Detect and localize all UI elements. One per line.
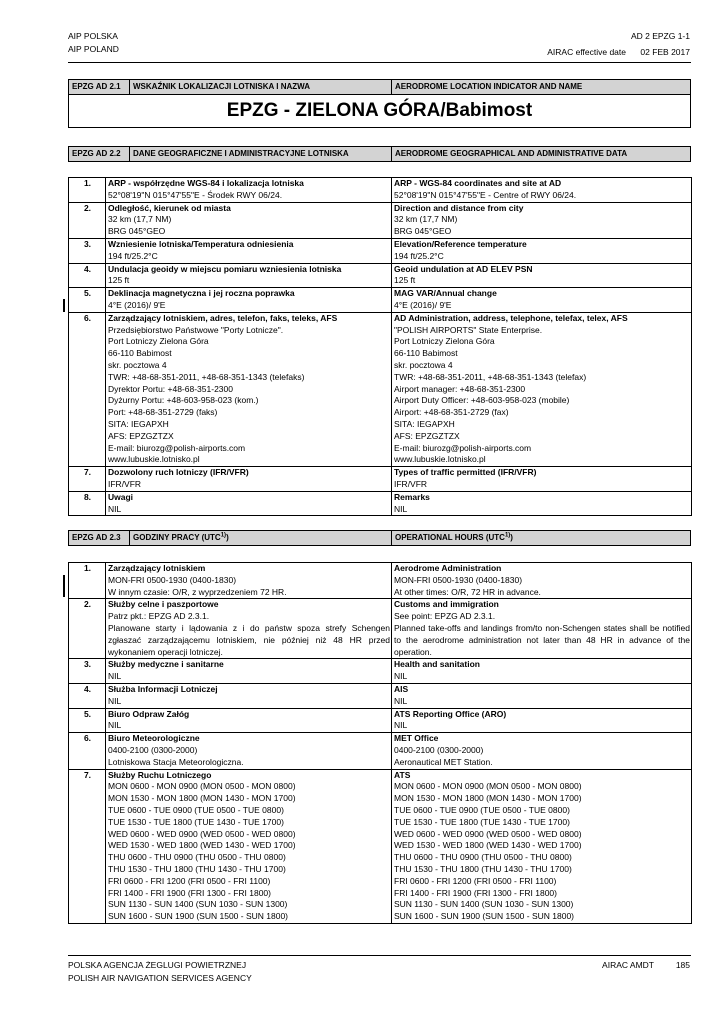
footer-agency-en: POLISH AIR NAVIGATION SERVICES AGENCY [68, 973, 252, 983]
row-number: 7. [69, 769, 106, 923]
row-number: 1. [69, 563, 106, 599]
row-cell-pl [106, 659, 392, 684]
row-line-pl: WED 0600 - WED 0900 (WED 0500 - WED 0800) [108, 828, 296, 839]
row-cell-en [392, 238, 692, 263]
section-ad21-title-en: AERODROME LOCATION INDICATOR AND NAME [395, 82, 583, 91]
row-line-pl: 0400-2100 (0300-2000) [108, 744, 198, 755]
row-line-pl: BRG 045°GEO [108, 226, 166, 237]
row-number: 2. [69, 599, 106, 659]
row-title-pl: Zarządzający lotniskiem, adres, telefon, faks, teleks, AFS [108, 312, 338, 323]
row-cell-pl [106, 238, 392, 263]
ad23-title-pl-text: GODZINY PRACY (UTC [133, 533, 221, 542]
table-row [69, 467, 692, 492]
aerodrome-name-title: EPZG - ZIELONA GÓRA/Babimost [68, 95, 691, 128]
row-title-pl: Wzniesienie lotniska/Temperatura odniesienia [108, 238, 294, 249]
row-line-pl: NIL [108, 720, 122, 731]
row-cell-pl [106, 263, 392, 288]
row-number: 3. [69, 238, 106, 263]
row-line-en: FRI 0600 - FRI 1200 (FRI 0500 - FRI 1100) [394, 875, 557, 886]
row-title-pl: Służba Informacji Lotniczej [108, 683, 218, 694]
table-row [69, 263, 692, 288]
row-line-pl: THU 0600 - THU 0900 (THU 0500 - THU 0800) [108, 852, 286, 863]
row-title-en: AD Administration, address, telephone, telefax, telex, AFS [394, 312, 628, 323]
section-ad22-title-en: AERODROME GEOGRAPHICAL AND ADMINISTRATIVE DATA [395, 149, 628, 158]
row-line-pl: FRI 0600 - FRI 1200 (FRI 0500 - FRI 1100) [108, 875, 271, 886]
ad23-title-en-text: OPERATIONAL HOURS (UTC [395, 533, 505, 542]
row-cell-pl [106, 288, 392, 313]
row-line-en: skr. pocztowa 4 [394, 359, 453, 370]
row-line-en: TWR: +48-68-351-2011, +48-68-351-1343 (telefax) [394, 371, 587, 382]
ad23-close-pl: ) [226, 533, 229, 542]
row-title-en: Remarks [394, 491, 430, 502]
row-line-en: SUN 1600 - SUN 1900 (SUN 1500 - SUN 1800) [394, 911, 574, 922]
row-cell-pl [106, 563, 392, 599]
row-line-pl: 52°08'19"N 015°47'55"E - Środek RWY 06/24. [108, 189, 283, 200]
row-title-pl: Biuro Odpraw Załóg [108, 708, 190, 719]
row-line-en: 194 ft/25.2°C [394, 250, 444, 261]
row-line-en: AFS: EPZGZTZX [394, 430, 460, 441]
row-cell-en [392, 178, 692, 203]
row-paragraph-en: Planned take-offs and landings from/to non-Schengen states shall be notified to the aerodrome administration not later than 48 HR in advance of the operation. [394, 622, 690, 657]
row-line-pl: 194 ft/25.2°C [108, 250, 158, 261]
row-line-en: NIL [394, 695, 408, 706]
row-line-en: FRI 1400 - FRI 1900 (FRI 1300 - FRI 1800) [394, 887, 557, 898]
row-cell-pl [106, 491, 392, 516]
table-row [69, 659, 692, 684]
row-title-en: Health and sanitation [394, 659, 480, 670]
row-number: 8. [69, 491, 106, 516]
row-line-pl: Przedsiębiorstwo Państwowe "Porty Lotnicze". [108, 324, 284, 335]
row-line-pl: SITA: IEGAPXH [108, 418, 169, 429]
row-number: 4. [69, 683, 106, 708]
row-number: 1. [69, 178, 106, 203]
row-number: 6. [69, 733, 106, 769]
table-row [69, 288, 692, 313]
section-ad23-header [68, 530, 691, 546]
row-line-pl: TWR: +48-68-351-2011, +48-68-351-1343 (telefaks) [108, 371, 305, 382]
row-line-pl: NIL [108, 503, 122, 514]
row-title-pl: Undulacja geoidy w miejscu pomiaru wzniesienia lotniska [108, 263, 342, 274]
row-line-en: MON-FRI 0500-1930 (0400-1830) [394, 574, 523, 585]
row-number: 4. [69, 263, 106, 288]
row-line-pl: Dyrektor Portu: +48-68-351-2300 [108, 383, 233, 394]
header-effective-label: AIRAC effective date [547, 47, 626, 57]
row-title-en: Direction and distance from city [394, 202, 524, 213]
table-row [69, 178, 692, 203]
section-ad21-code: EPZG AD 2.1 [69, 80, 130, 94]
section-ad21-title-pl: WSKAŹNIK LOKALIZACJI LOTNISKA I NAZWA [130, 80, 392, 94]
row-title-en: MAG VAR/Annual change [394, 288, 497, 299]
row-line-en: 125 ft [394, 275, 416, 286]
row-line-pl: AFS: EPZGZTZX [108, 430, 174, 441]
header-rule [68, 62, 691, 63]
row-title-en: Geoid undulation at AD ELEV PSN [394, 263, 533, 274]
section-ad23-title-pl [130, 531, 392, 545]
table-row [69, 599, 692, 659]
row-line-en: www.lubuskie.lotnisko.pl [394, 454, 486, 465]
row-cell-en [392, 769, 692, 923]
row-line-en: 52°08'19"N 015°47'55"E - Centre of RWY 06/24. [394, 189, 577, 200]
row-line-en: E-mail: biurozg@polish-airports.com [394, 442, 532, 453]
row-line-pl: MON 1530 - MON 1800 (MON 1430 - MON 1700) [108, 793, 296, 804]
row-line-en: TUE 1530 - TUE 1800 (TUE 1430 - TUE 1700) [394, 816, 570, 827]
table-row [69, 683, 692, 708]
table-row [69, 769, 692, 923]
row-cell-pl [106, 599, 392, 659]
row-title-pl: Deklinacja magnetyczna i jej roczna poprawka [108, 288, 295, 299]
row-cell-pl [106, 467, 392, 492]
row-line-pl: W innym czasie: O/R, z wyprzedzeniem 72 HR. [108, 586, 287, 597]
section-ad22-code: EPZG AD 2.2 [69, 147, 130, 161]
table-row [69, 202, 692, 238]
row-line-pl: MON-FRI 0500-1930 (0400-1830) [108, 574, 237, 585]
row-title-pl: Dozwolony ruch lotniczy (IFR/VFR) [108, 467, 249, 478]
table-row [69, 238, 692, 263]
ad23-footnote-en: 1) [504, 532, 511, 539]
ad23-table [68, 562, 692, 924]
row-line-pl: Port: +48-68-351-2729 (faks) [108, 407, 218, 418]
row-cell-en [392, 491, 692, 516]
row-line-pl: 32 km (17,7 NM) [108, 214, 172, 225]
row-line-pl: WED 1530 - WED 1800 (WED 1430 - WED 1700) [108, 840, 296, 851]
row-line-en: Airport: +48-68-351-2729 (fax) [394, 407, 509, 418]
row-title-pl: Służby medyczne i sanitarne [108, 659, 224, 670]
row-title-pl: Zarządzający lotniskiem [108, 563, 206, 573]
row-title-en: ARP - WGS-84 coordinates and site at AD [394, 178, 562, 188]
row-title-pl: Biuro Meteorologiczne [108, 733, 200, 744]
section-ad22-title-pl: DANE GEOGRAFICZNE I ADMINISTRACYJNE LOTNISKA [130, 147, 392, 161]
row-number: 6. [69, 312, 106, 466]
row-line-pl: FRI 1400 - FRI 1900 (FRI 1300 - FRI 1800) [108, 887, 271, 898]
row-title-pl: Służby Ruchu Lotniczego [108, 769, 212, 780]
row-line-en: SUN 1130 - SUN 1400 (SUN 1030 - SUN 1300) [394, 899, 574, 910]
row-cell-pl [106, 769, 392, 923]
row-line-en: NIL [394, 720, 408, 731]
change-bar [63, 299, 65, 312]
row-title-en: ATS [394, 769, 411, 780]
row-number: 5. [69, 708, 106, 733]
table-row [69, 312, 692, 466]
row-line-en: See point: EPZG AD 2.3.1. [394, 611, 496, 622]
row-cell-en [392, 733, 692, 769]
row-cell-en [392, 202, 692, 238]
section-ad23-title-en [392, 531, 690, 545]
row-line-en: 0400-2100 (0300-2000) [394, 744, 484, 755]
row-cell-pl [106, 708, 392, 733]
row-line-pl: Lotniskowa Stacja Meteorologiczna. [108, 756, 244, 767]
footer-agency-pl: POLSKA AGENCJA ŻEGLUGI POWIETRZNEJ [68, 960, 247, 970]
table-row [69, 733, 692, 769]
row-line-en: MON 1530 - MON 1800 (MON 1430 - MON 1700) [394, 793, 582, 804]
row-cell-en [392, 659, 692, 684]
row-line-en: MON 0600 - MON 0900 (MON 0500 - MON 0800) [394, 781, 582, 792]
change-bar [63, 575, 65, 597]
row-line-pl: TUE 0600 - TUE 0900 (TUE 0500 - TUE 0800) [108, 804, 284, 815]
row-line-pl: NIL [108, 695, 122, 706]
row-cell-pl [106, 683, 392, 708]
row-line-pl: Dyżurny Portu: +48-603-958-023 (kom.) [108, 395, 259, 406]
row-line-en: IFR/VFR [394, 478, 428, 489]
row-number: 2. [69, 202, 106, 238]
row-title-en: Types of traffic permitted (IFR/VFR) [394, 467, 537, 478]
row-line-en: At other times: O/R, 72 HR in advance. [394, 586, 541, 597]
row-line-pl: NIL [108, 671, 122, 682]
row-line-en: TUE 0600 - TUE 0900 (TUE 0500 - TUE 0800) [394, 804, 570, 815]
row-line-pl: www.lubuskie.lotnisko.pl [108, 454, 200, 465]
row-line-en: Airport Duty Officer: +48-603-958-023 (mobile) [394, 395, 570, 406]
row-line-en: 66-110 Babimost [394, 348, 458, 359]
row-line-pl: Port Lotniczy Zielona Góra [108, 336, 209, 347]
row-line-pl: Patrz pkt.: EPZG AD 2.3.1. [108, 611, 210, 622]
row-line-en: WED 0600 - WED 0900 (WED 0500 - WED 0800) [394, 828, 582, 839]
row-line-en: NIL [394, 503, 408, 514]
row-cell-en [392, 288, 692, 313]
header-aip-polska: AIP POLSKA [68, 31, 118, 41]
row-line-pl: skr. pocztowa 4 [108, 359, 167, 370]
row-line-en: Aeronautical MET Station. [394, 756, 493, 767]
row-cell-en [392, 563, 692, 599]
row-cell-en [392, 708, 692, 733]
row-line-en: WED 1530 - WED 1800 (WED 1430 - WED 1700) [394, 840, 582, 851]
row-line-pl: TUE 1530 - TUE 1800 (TUE 1430 - TUE 1700) [108, 816, 284, 827]
row-line-en: THU 1530 - THU 1800 (THU 1430 - THU 1700) [394, 863, 572, 874]
row-cell-pl [106, 202, 392, 238]
row-line-en: BRG 045°GEO [394, 226, 452, 237]
header-effective-date: 02 FEB 2017 [640, 47, 690, 57]
row-title-en: Elevation/Reference temperature [394, 238, 527, 249]
row-cell-en [392, 467, 692, 492]
section-ad23-code: EPZG AD 2.3 [69, 531, 130, 545]
footer-rule [68, 955, 691, 956]
row-line-pl: 66-110 Babimost [108, 348, 172, 359]
row-cell-en [392, 263, 692, 288]
row-line-pl: SUN 1130 - SUN 1400 (SUN 1030 - SUN 1300) [108, 899, 288, 910]
table-row [69, 708, 692, 733]
footer-amdt-number: 185 [675, 960, 690, 970]
row-line-en: 4°E (2016)/ 9'E [394, 299, 452, 310]
row-line-en: Airport manager: +48-68-351-2300 [394, 383, 526, 394]
row-title-en: Customs and immigration [394, 599, 499, 610]
row-number: 7. [69, 467, 106, 492]
row-cell-pl [106, 312, 392, 466]
row-line-pl: SUN 1600 - SUN 1900 (SUN 1500 - SUN 1800) [108, 911, 288, 922]
row-cell-pl [106, 733, 392, 769]
row-line-en: Port Lotniczy Zielona Góra [394, 336, 495, 347]
section-ad21-header [68, 79, 691, 95]
row-paragraph-pl: Planowane starty i lądowania z i do państw spoza strefy Schengen zgłaszać zarządzającemu lotniskiem, nie później niż 48 HR przed wykonaniem operacji lotniczej. [108, 622, 390, 657]
row-number: 3. [69, 659, 106, 684]
table-row [69, 563, 692, 599]
footer-amdt-label: AIRAC AMDT [602, 960, 654, 970]
row-cell-en [392, 599, 692, 659]
row-line-en: THU 0600 - THU 0900 (THU 0500 - THU 0800) [394, 852, 572, 863]
row-line-en: NIL [394, 671, 408, 682]
row-line-en: "POLISH AIRPORTS" State Enterprise. [394, 324, 543, 335]
row-title-pl: ARP - współrzędne WGS-84 i lokalizacja lotniska [108, 178, 304, 188]
row-title-pl: Odległość, kierunek od miasta [108, 202, 231, 213]
row-line-pl: IFR/VFR [108, 478, 142, 489]
row-line-pl: 125 ft [108, 275, 130, 286]
row-title-en: AIS [394, 683, 409, 694]
ad22-table [68, 177, 692, 516]
section-ad22-header [68, 146, 691, 162]
header-aip-poland: AIP POLAND [68, 44, 119, 54]
ad23-footnote-pl: 1) [220, 532, 227, 539]
row-line-pl: THU 1530 - THU 1800 (THU 1430 - THU 1700) [108, 863, 286, 874]
row-cell-pl [106, 178, 392, 203]
table-row [69, 491, 692, 516]
row-line-en: 32 km (17,7 NM) [394, 214, 458, 225]
row-line-en: SITA: IEGAPXH [394, 418, 455, 429]
row-title-en: ATS Reporting Office (ARO) [394, 708, 507, 719]
row-line-pl: MON 0600 - MON 0900 (MON 0500 - MON 0800) [108, 781, 296, 792]
row-title-pl: Służby celne i paszportowe [108, 599, 219, 610]
row-line-pl: E-mail: biurozg@polish-airports.com [108, 442, 246, 453]
row-title-en: Aerodrome Administration [394, 563, 502, 573]
header-page-id: AD 2 EPZG 1-1 [630, 31, 690, 41]
ad23-close-en: ) [510, 533, 513, 542]
row-title-en: MET Office [394, 733, 439, 744]
row-line-pl: 4°E (2016)/ 9'E [108, 299, 166, 310]
row-title-pl: Uwagi [108, 491, 134, 502]
row-cell-en [392, 312, 692, 466]
row-cell-en [392, 683, 692, 708]
row-number: 5. [69, 288, 106, 313]
